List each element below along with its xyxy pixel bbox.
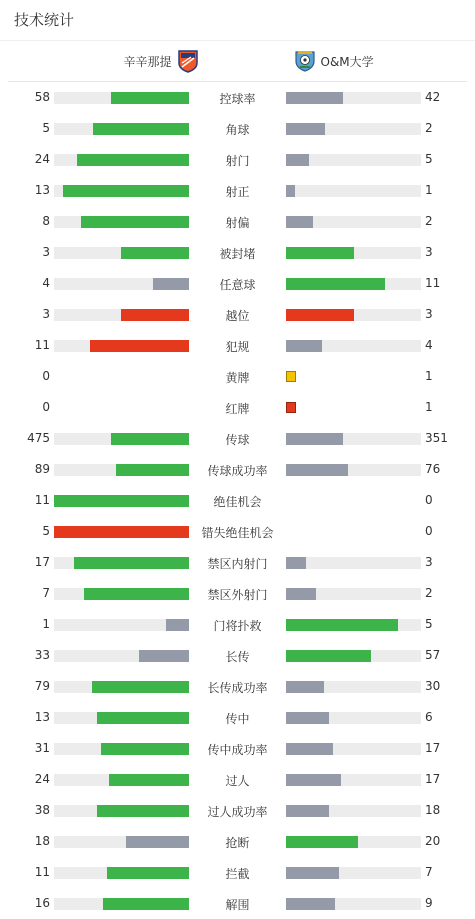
home-bar-fill	[111, 92, 189, 104]
home-value: 11	[34, 338, 50, 352]
away-team[interactable]	[289, 49, 374, 73]
away-bar-fill	[286, 743, 333, 755]
home-bar-track	[54, 247, 189, 259]
away-bar-fill	[286, 650, 371, 662]
away-bar-track	[286, 774, 421, 786]
home-value: 24	[34, 772, 50, 786]
away-bar-fill	[286, 247, 354, 259]
home-bar-track	[54, 92, 189, 104]
stat-label: 解围	[225, 898, 250, 912]
stats-table	[0, 82, 475, 919]
home-bar-track	[54, 805, 189, 817]
away-bar-track	[286, 898, 421, 910]
red-card-icon	[286, 402, 296, 413]
home-bar-track	[54, 650, 189, 662]
away-bar-fill	[286, 898, 335, 910]
home-bar-track	[54, 216, 189, 228]
away-bar-fill	[286, 123, 325, 135]
home-bar-fill	[84, 588, 189, 600]
home-value: 24	[34, 152, 50, 166]
away-value: 7	[425, 865, 433, 879]
home-bar-fill	[92, 681, 189, 693]
away-bar-track	[286, 92, 421, 104]
away-value: 1	[425, 369, 433, 383]
stat-label: 红牌	[225, 402, 250, 416]
away-bar-track	[286, 340, 421, 352]
away-value: 9	[425, 896, 433, 910]
home-value: 16	[34, 896, 50, 910]
away-value: 2	[425, 214, 433, 228]
away-value: 3	[425, 307, 433, 321]
away-bar-track	[286, 433, 421, 445]
stat-label: 长传	[225, 650, 250, 664]
away-value: 3	[425, 555, 433, 569]
stat-row	[0, 671, 475, 702]
home-bar-track	[54, 898, 189, 910]
away-bar-fill	[286, 836, 358, 848]
stat-label: 黄牌	[225, 371, 250, 385]
away-value: 18	[425, 803, 441, 817]
stat-label: 禁区外射门	[207, 588, 268, 602]
stat-row	[0, 206, 475, 237]
stat-label: 拦截	[225, 867, 250, 881]
away-value: 30	[425, 679, 441, 693]
away-bar-track	[286, 867, 421, 879]
away-team-name: O&M大学	[320, 54, 374, 69]
away-bar-track	[286, 712, 421, 724]
stat-label: 射门	[225, 154, 250, 168]
away-bar-fill	[286, 681, 324, 693]
away-bar-fill	[286, 805, 329, 817]
home-bar-track	[54, 681, 189, 693]
home-bar-fill	[74, 557, 189, 569]
home-bar-fill	[63, 185, 189, 197]
teams-header	[8, 41, 467, 82]
away-bar-track	[286, 309, 421, 321]
away-value: 1	[425, 183, 433, 197]
stat-row	[0, 330, 475, 361]
home-bar-track	[54, 464, 189, 476]
home-bar-fill	[101, 743, 189, 755]
stat-label: 射偏	[225, 216, 250, 230]
away-bar-track	[286, 588, 421, 600]
stat-label: 传球成功率	[207, 464, 268, 478]
home-value: 38	[34, 803, 50, 817]
home-bar-track	[54, 278, 189, 290]
away-bar-track	[286, 836, 421, 848]
stat-row	[0, 454, 475, 485]
away-bar-track	[286, 247, 421, 259]
away-value: 6	[425, 710, 433, 724]
stat-label: 传球	[225, 433, 250, 447]
stat-row	[0, 113, 475, 144]
stat-row	[0, 392, 475, 423]
stat-label: 控球率	[219, 92, 256, 106]
stat-label: 被封堵	[219, 247, 256, 261]
away-bar-fill	[286, 185, 295, 197]
stat-row	[0, 733, 475, 764]
away-value: 2	[425, 121, 433, 135]
home-bar-fill	[81, 216, 189, 228]
away-bar-track	[286, 495, 421, 507]
stat-row	[0, 857, 475, 888]
home-value: 8	[42, 214, 50, 228]
home-bar-fill	[166, 619, 189, 631]
stat-label: 传中成功率	[207, 743, 268, 757]
home-bar-fill	[121, 309, 189, 321]
home-bar-track	[54, 774, 189, 786]
stat-row	[0, 175, 475, 206]
home-value: 7	[42, 586, 50, 600]
home-value: 0	[42, 400, 50, 414]
away-bar-fill	[286, 774, 341, 786]
home-bar-track	[54, 588, 189, 600]
home-value: 17	[34, 555, 50, 569]
stat-label: 射正	[225, 185, 250, 199]
stat-label: 犯规	[225, 340, 250, 354]
home-bar-fill	[54, 495, 189, 507]
home-bar-track	[54, 340, 189, 352]
home-value: 31	[34, 741, 50, 755]
away-bar-track	[286, 464, 421, 476]
away-bar-track	[286, 216, 421, 228]
home-bar-track	[54, 495, 189, 507]
home-bar-track	[54, 557, 189, 569]
stat-row	[0, 764, 475, 795]
away-bar-fill	[286, 557, 306, 569]
away-bar-fill	[286, 433, 343, 445]
away-value: 5	[425, 152, 433, 166]
away-value: 1	[425, 400, 433, 414]
home-value: 475	[27, 431, 50, 445]
stat-row	[0, 268, 475, 299]
home-bar-track	[54, 309, 189, 321]
home-value: 89	[34, 462, 50, 476]
away-bar-track	[286, 619, 421, 631]
stat-row	[0, 609, 475, 640]
home-value: 5	[42, 524, 50, 538]
home-value: 11	[34, 865, 50, 879]
home-value: 1	[42, 617, 50, 631]
home-bar-fill	[107, 867, 189, 879]
stat-row	[0, 423, 475, 454]
page-title: 技术统计	[0, 0, 475, 41]
away-bar-fill	[286, 712, 329, 724]
home-bar-track	[54, 526, 189, 538]
away-bar-fill	[286, 92, 343, 104]
away-value: 76	[425, 462, 441, 476]
away-bar-track	[286, 650, 421, 662]
stat-label: 门将扑救	[213, 619, 262, 633]
away-bar-fill	[286, 154, 309, 166]
home-bar-track	[54, 433, 189, 445]
home-bar-track	[54, 743, 189, 755]
stat-label: 任意球	[219, 278, 256, 292]
stat-row	[0, 826, 475, 857]
stat-row	[0, 578, 475, 609]
away-bar-track	[286, 123, 421, 135]
away-value: 351	[425, 431, 448, 445]
away-value: 0	[425, 524, 433, 538]
home-bar-fill	[97, 712, 189, 724]
stat-label: 长传成功率	[207, 681, 268, 695]
stat-row	[0, 144, 475, 175]
yellow-card-icon	[286, 371, 296, 382]
home-bar-fill	[139, 650, 189, 662]
away-bar-track	[286, 805, 421, 817]
stat-label: 越位	[225, 309, 250, 323]
stat-row	[0, 361, 475, 392]
away-value: 20	[425, 834, 441, 848]
home-bar-track	[54, 185, 189, 197]
home-bar-fill	[121, 247, 189, 259]
stat-row	[0, 888, 475, 919]
stat-label: 抢断	[225, 836, 250, 850]
home-bar-track	[54, 619, 189, 631]
away-value: 3	[425, 245, 433, 259]
away-value: 57	[425, 648, 441, 662]
stat-row	[0, 795, 475, 826]
away-bar-track	[286, 526, 421, 538]
away-bar-fill	[286, 588, 316, 600]
stat-label: 过人	[225, 774, 250, 788]
away-value: 42	[425, 90, 441, 104]
home-value: 0	[42, 369, 50, 383]
away-bar-fill	[286, 464, 348, 476]
home-value: 13	[34, 710, 50, 724]
stat-row	[0, 516, 475, 547]
stat-row	[0, 640, 475, 671]
stat-label: 错失绝佳机会	[201, 526, 274, 540]
stat-label: 角球	[225, 123, 250, 137]
stat-row	[0, 547, 475, 578]
away-bar-fill	[286, 216, 313, 228]
away-bar-track	[286, 278, 421, 290]
home-value: 79	[34, 679, 50, 693]
home-bar-track	[54, 154, 189, 166]
home-value: 3	[42, 307, 50, 321]
stat-row	[0, 82, 475, 113]
home-bar-fill	[97, 805, 189, 817]
away-value: 0	[425, 493, 433, 507]
away-value: 17	[425, 772, 441, 786]
stat-label: 禁区内射门	[207, 557, 268, 571]
home-value: 5	[42, 121, 50, 135]
home-value: 13	[34, 183, 50, 197]
away-value: 11	[425, 276, 441, 290]
away-value: 17	[425, 741, 441, 755]
stat-row	[0, 299, 475, 330]
home-bar-fill	[153, 278, 189, 290]
home-value: 4	[42, 276, 50, 290]
stat-row	[0, 485, 475, 516]
home-value: 18	[34, 834, 50, 848]
home-bar-fill	[109, 774, 189, 786]
home-value: 11	[34, 493, 50, 507]
away-bar-fill	[286, 340, 322, 352]
home-bar-fill	[111, 433, 189, 445]
stat-label: 绝佳机会	[213, 495, 262, 509]
home-bar-track	[54, 123, 189, 135]
home-bar-track	[54, 836, 189, 848]
home-bar-fill	[116, 464, 189, 476]
away-bar-track	[286, 154, 421, 166]
fc-cincinnati-crest-icon	[176, 49, 200, 73]
om-university-crest-icon	[293, 49, 317, 73]
away-bar-fill	[286, 309, 354, 321]
home-value: 58	[34, 90, 50, 104]
away-bar-fill	[286, 278, 385, 290]
home-bar-track	[54, 712, 189, 724]
away-bar-track	[286, 557, 421, 569]
away-value: 2	[425, 586, 433, 600]
home-bar-fill	[126, 836, 189, 848]
stat-row	[0, 237, 475, 268]
stat-label: 过人成功率	[207, 805, 268, 819]
away-bar-fill	[286, 619, 398, 631]
away-value: 4	[425, 338, 433, 352]
away-bar-track	[286, 185, 421, 197]
away-bar-track	[286, 681, 421, 693]
stat-row	[0, 702, 475, 733]
away-value: 5	[425, 617, 433, 631]
away-bar-track	[286, 743, 421, 755]
home-value: 3	[42, 245, 50, 259]
home-team[interactable]	[123, 49, 203, 73]
home-bar-fill	[93, 123, 189, 135]
away-bar-fill	[286, 867, 339, 879]
home-bar-fill	[54, 526, 189, 538]
home-team-name: 辛辛那提	[123, 54, 172, 69]
home-bar-fill	[90, 340, 189, 352]
home-bar-fill	[103, 898, 189, 910]
stat-label: 传中	[225, 712, 250, 726]
home-bar-fill	[77, 154, 189, 166]
home-bar-track	[54, 867, 189, 879]
home-value: 33	[34, 648, 50, 662]
